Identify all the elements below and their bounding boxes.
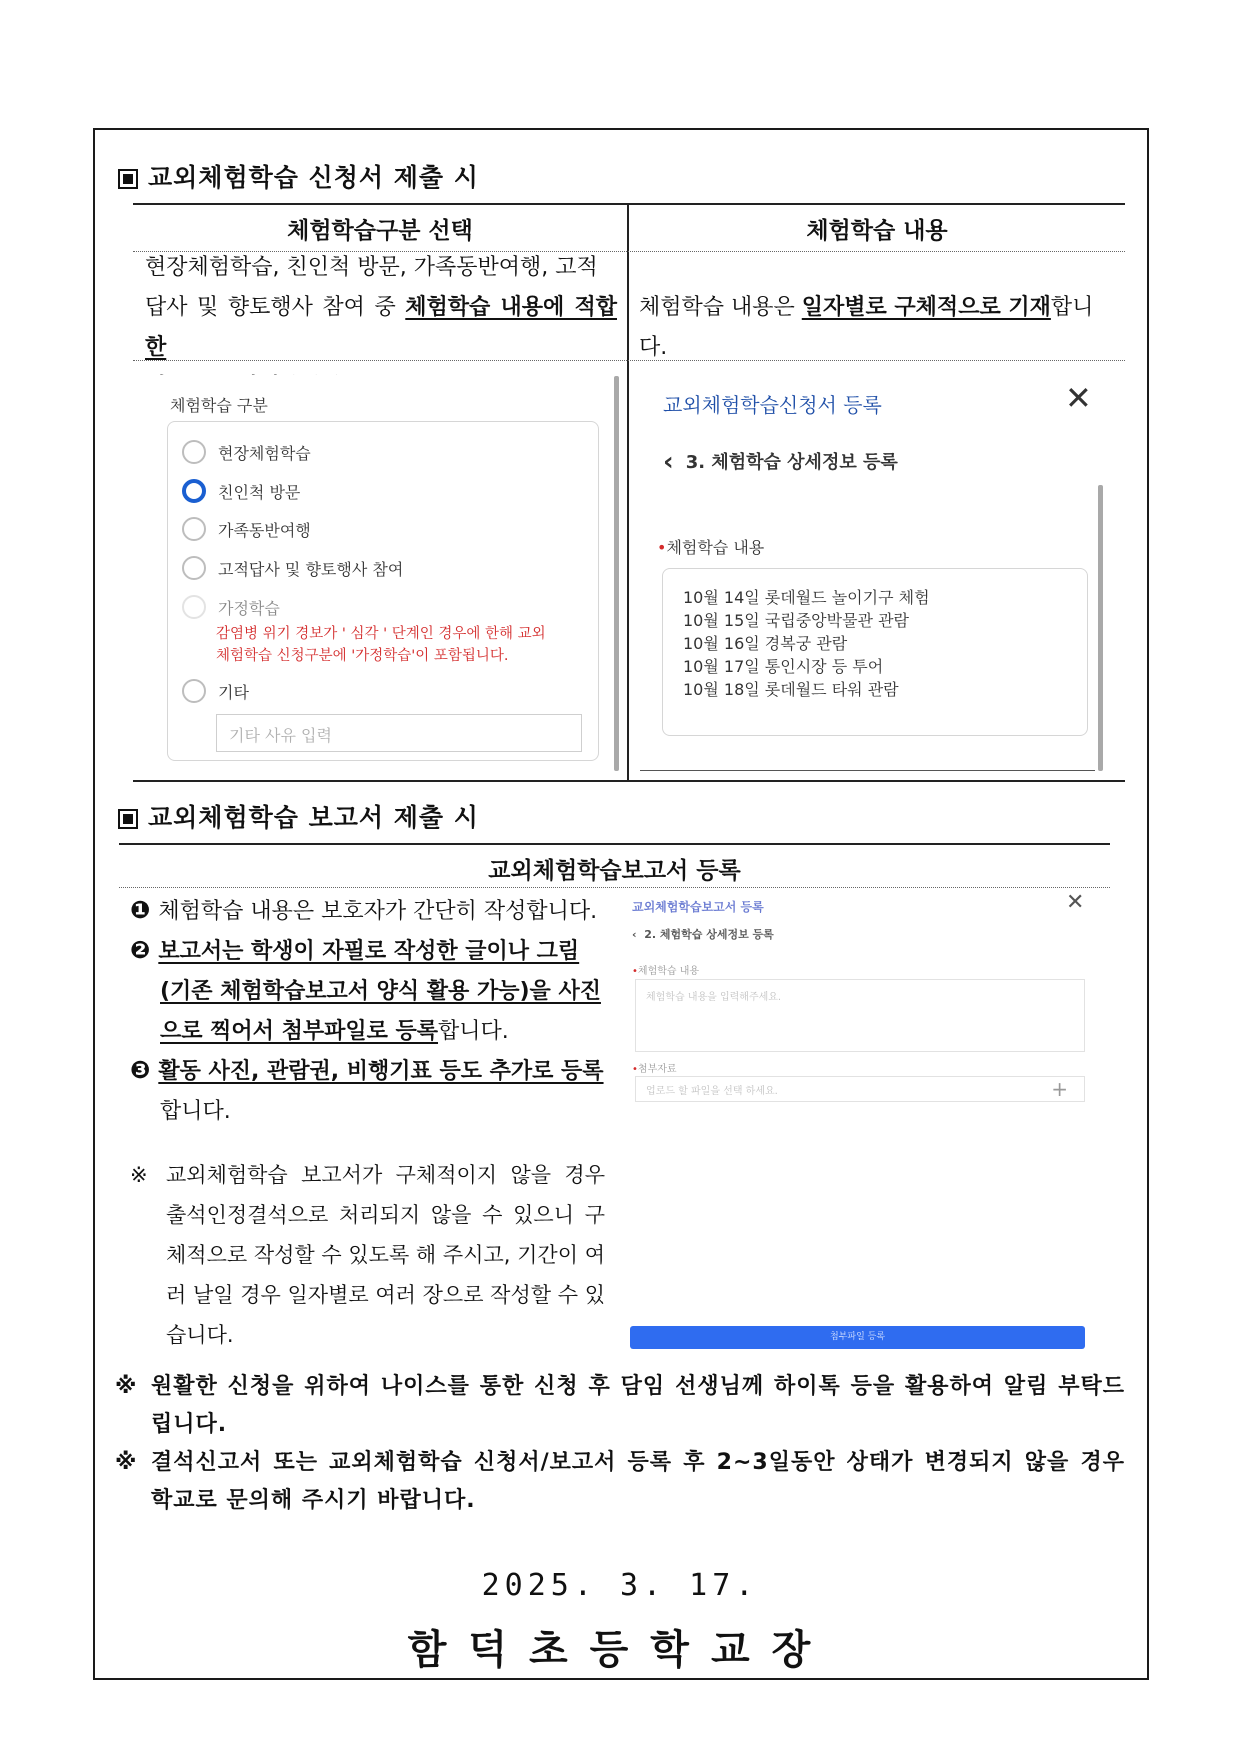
radio-selected-icon[interactable] (182, 479, 206, 503)
document-date: 2025. 3. 17. (481, 1568, 759, 1603)
footer-note-2: ※ 결석신고서 또는 교외체험학습 신청서/보고서 등록 후 2~3일동안 상태가 변경되지 않을 경우 학교로 문의해 주시기 바랍니다. (115, 1450, 1125, 1513)
radio-icon[interactable] (182, 517, 206, 541)
radio-icon[interactable] (182, 440, 206, 464)
etc-reason-input[interactable]: 기타 사유 입력 (216, 714, 582, 752)
radio-relative-visit[interactable]: 친인척 방문 (182, 478, 300, 504)
home-study-warning: 감염병 위기 경보가 ' 심각 ' 단계인 경우에 한해 교외 체험학습 신청구분에 '가정학습'이 포함됩니다. (216, 626, 546, 664)
report-table-header: 교외체험학습보고서 등록 (488, 858, 741, 884)
table2-top-rule (119, 843, 1110, 845)
radio-disabled-icon (182, 595, 206, 619)
section2-heading: 교외체험학습 보고서 제출 시 (118, 798, 479, 834)
square-bullet-icon (118, 809, 138, 829)
section1-heading: 교외체험학습 신청서 제출 시 (118, 158, 479, 194)
left-scrollbar[interactable] (614, 376, 619, 771)
step-back-button[interactable]: ‹ 3. 체험학습 상세정보 등록 (663, 447, 898, 477)
attachment-file-input[interactable]: 업로드 할 파일을 선택 하세요. + (635, 1076, 1085, 1102)
principal-signature: 함덕초등학교장 (407, 1627, 833, 1673)
detail-content-textarea[interactable] (662, 568, 1088, 736)
radio-field-trip[interactable]: 현장체험학습 (182, 439, 311, 465)
report-form-title: 교외체험학습보고서 등록 (632, 900, 764, 914)
plus-icon[interactable]: + (1051, 1077, 1068, 1101)
type-select-panel (135, 375, 615, 770)
chevron-left-icon: ‹ (663, 447, 674, 477)
footer-note-1: ※ 원활한 신청을 위하여 나이스를 통한 신청 후 담임 선생님께 하이톡 등을 활용하여 알림 부탁드립니다. (115, 1374, 1125, 1437)
radio-home-study: 가정학습 (182, 594, 280, 620)
detail-line: 10월 16일 경복궁 관람 (683, 634, 848, 653)
detail-form-panel (645, 375, 1105, 770)
radio-icon[interactable] (182, 556, 206, 580)
left-description: 현장체험학습, 친인척 방문, 가족동반여행, 고적 답사 및 향토행사 참여 중 체험학습 내용에 적합한 (145, 255, 617, 360)
report-item-2: ❷ 보고서는 학생이 자필로 작성한 글이나 그림 (기존 체험학습보고서 양식 활용 가능)을 사진 으로 찍어서 첨부파일로 등록합니다. (130, 936, 601, 1044)
close-icon[interactable]: ✕ (1066, 890, 1085, 915)
report-content-label: •체험학습 내용 (632, 966, 700, 977)
report-content-textarea[interactable]: 체험학습 내용을 입력해주세요. (635, 979, 1085, 1052)
table1-divider (627, 204, 629, 780)
close-icon[interactable]: ✕ (1065, 379, 1092, 417)
report-step-back[interactable]: ‹ 2. 체험학습 상세정보 등록 (632, 928, 774, 941)
report-item-3: ❸ 활동 사진, 관람권, 비행기표 등도 추가로 등록 합니다. (130, 1056, 604, 1124)
radio-group (167, 421, 599, 761)
radio-family-trip[interactable]: 가족동반여행 (182, 516, 311, 542)
radio-etc[interactable]: 기타 (182, 678, 249, 704)
right-scrollbar[interactable] (1098, 485, 1103, 771)
attachment-label: •첨부자료 (632, 1064, 677, 1075)
attach-file-button[interactable]: 첨부파일 등록 (630, 1326, 1085, 1349)
table1-top-rule (133, 203, 1125, 205)
detail-line: 10월 17일 통인시장 등 투어 (683, 657, 884, 676)
col-right-header: 체험학습 내용 (806, 218, 948, 244)
detail-form-title: 교외체험학습신청서 등록 (663, 393, 882, 417)
report-form-panel (630, 888, 1090, 1348)
detail-line: 10월 14일 롯데월드 놀이기구 체험 (683, 588, 930, 607)
detail-line: 10월 15일 국립중앙박물관 관람 (683, 611, 909, 630)
right-panel-rule (640, 770, 1095, 771)
radio-historic-site[interactable]: 고적답사 및 향토행사 참여 (182, 555, 403, 581)
report-note: ※ 교외체험학습 보고서가 구체적이지 않을 경우 출석인정결석으로 처리되지 않을 수 있으니 구체적으로 작성할 수 있도록 해 주시고, 기간이 여러 날일 경우 일자별로 여러 장으로 작성할 수 있습니다. (130, 1163, 605, 1347)
detail-line: 10월 18일 롯데월드 타워 관람 (683, 680, 899, 699)
right-description: 체험학습 내용은 일자별로 구체적으로 기재합니다. (639, 295, 1094, 360)
type-select-title: 체험학습 구분 (170, 396, 268, 415)
square-bullet-icon (118, 169, 138, 189)
col-left-header: 체험학습구분 선택 (287, 218, 473, 244)
report-item-1: ❶ 체험학습 내용은 보호자가 간단히 작성합니다. (130, 896, 598, 924)
table1-body-rule (133, 360, 1125, 361)
detail-field-label: •체험학습 내용 (657, 538, 765, 557)
table1-bottom-rule (133, 780, 1125, 782)
radio-icon[interactable] (182, 679, 206, 703)
